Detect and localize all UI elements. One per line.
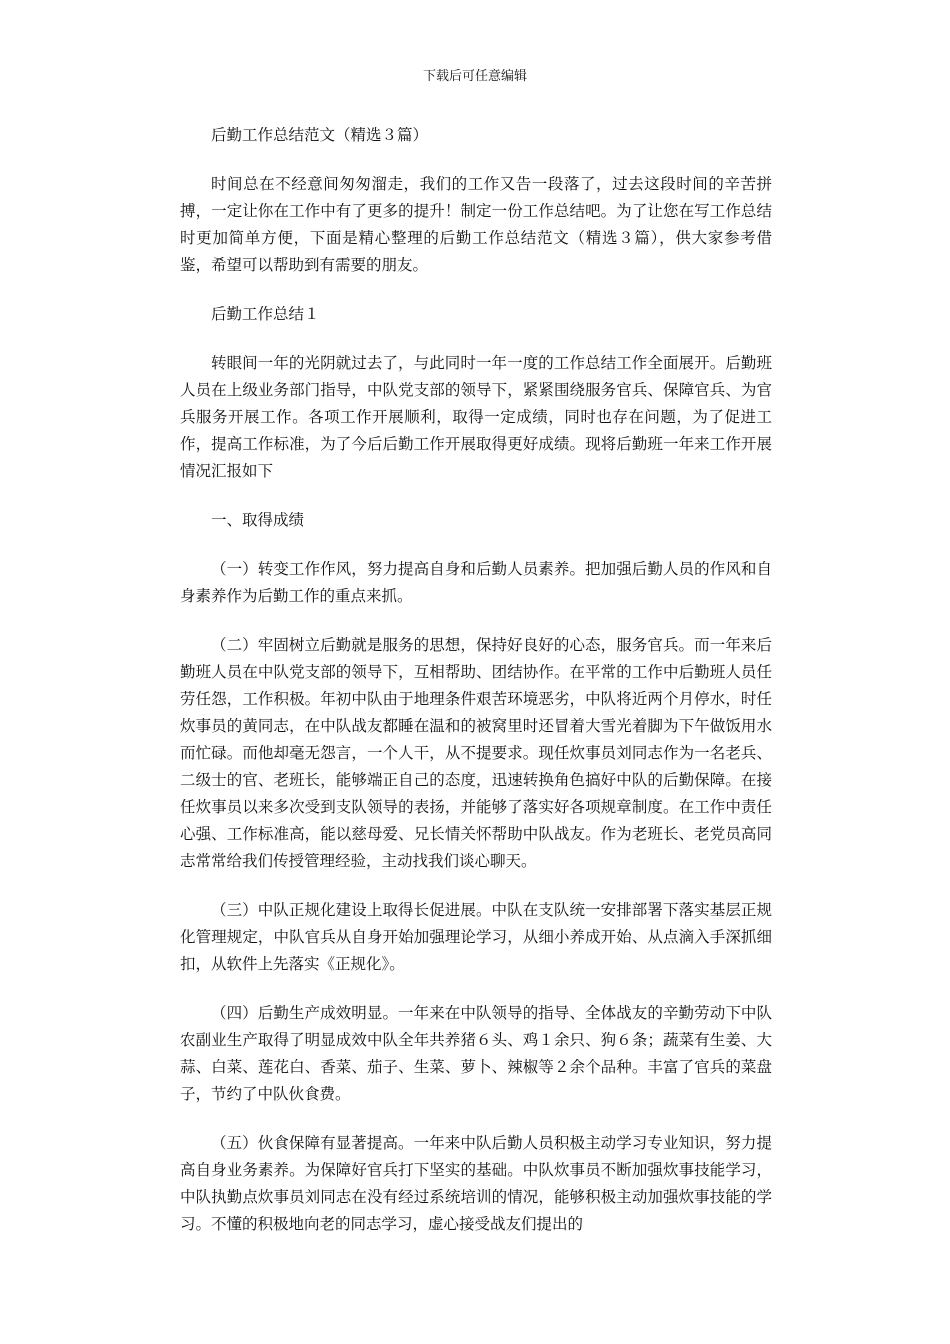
document-title: 后勤工作总结范文（精选３篇） — [211, 126, 429, 144]
document-body — [180, 122, 772, 1260]
section-title: 后勤工作总结１ — [211, 305, 320, 323]
item-5-paragraph: （五）伙食保障有显著提高。一年来中队后勤人员积极主动学习专业知识，努力提高自身业务素养。为保障好官兵打下坚实的基础。中队炊事员不断加强炊事技能学习，中队执勤点炊事员刘同志在没有经过系统培训的情况，能够积极主动加强炊事技能的学习。不懂的积极地向老的同志学习，虚心接受战友们提出的 — [180, 1134, 772, 1233]
header-note: 下载后可任意编辑 — [422, 69, 527, 84]
item-2-paragraph: （二）牢固树立后勤就是服务的思想，保持好良好的心态，服务官兵。而一年来后勤班人员在中队党支部的领导下，互相帮助、团结协作。在平常的工作中后勤班人员任劳任怨，工作积极。年初中队由于地理条件艰苦环境恶劣，中队将近两个月停水，时任炊事员的黄同志，在中队战友都睡在温和的被窝里时还冒着大雪光着脚为下午做饭用水而忙碌。而他却毫无怨言，一个人干，从不提要求。现任炊事员刘同志作为一名老兵、二级士的官、老班长，能够端正自己的态度，迅速转换角色搞好中队的后勤保障。在接任炊事员以来多次受到支队领导的表扬，并能够了落实好各项规章制度。在工作中责任心强、工作标准高，能以慈母爱、兄长情关怀帮助中队战友。作为老班长、老党员高同志常常给我们传授管理经验，主动找我们谈心聊天。 — [180, 636, 772, 870]
item-4-paragraph: （四）后勤生产成效明显。一年来在中队领导的指导、全体战友的辛勤劳动下中队农副业生产取得了明显成效中队全年共养猪６头、鸡１余只、狗６条；蔬菜有生姜、大蒜、白菜、莲花白、香菜、茄子、生菜、萝卜、辣椒等２余个品种。丰富了官兵的菜盘子，节约了中队伙食费。 — [180, 1004, 772, 1103]
intro-paragraph: 时间总在不经意间匆匆溜走，我们的工作又告一段落了，过去这段时间的辛苦拼搏，一定让你在工作中有了更多的提升！制定一份工作总结吧。为了让您在写工作总结时更加简单方便，下面是精心整理的后勤工作总结范文（精选３篇），供大家参考借鉴，希望可以帮助到有需要的朋友。 — [180, 175, 772, 274]
section-intro-paragraph: 转眼间一年的光阴就过去了，与此同时一年一度的工作总结工作全面展开。后勤班人员在上级业务部门指导，中队党支部的领导下，紧紧围绕服务官兵、保障官兵、为官兵服务开展工作。各项工作开展顺利，取得一定成绩，同时也存在问题，为了促进工作，提高工作标准，为了今后后勤工作开展取得更好成绩。现将后勤班一年来工作开展情况汇报如下 — [180, 354, 772, 480]
item-1-paragraph: （一）转变工作作风，努力提高自身和后勤人员素养。把加强后勤人员的作风和自身素养作为后勤工作的重点来抓。 — [180, 560, 772, 605]
item-3-paragraph: （三）中队正规化建设上取得长促进展。中队在支队统一安排部署下落实基层正规化管理规定，中队官兵从自身开始加强理论学习，从细小养成开始、从点滴入手深抓细扣，从软件上先落实《正规化》。 — [180, 901, 772, 973]
part-heading: 一、取得成绩 — [211, 511, 305, 529]
